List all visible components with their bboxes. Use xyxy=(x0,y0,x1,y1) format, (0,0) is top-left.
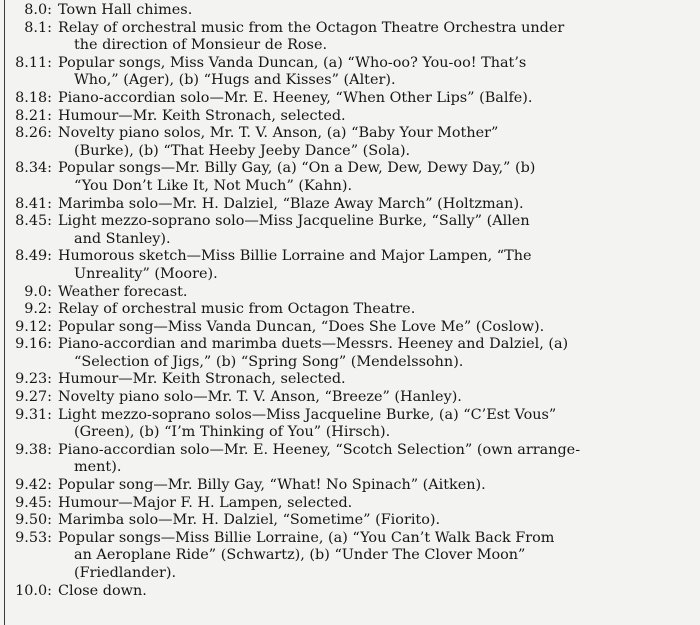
entry-time: 8.45: xyxy=(15,213,52,230)
entry-time: 9.38: xyxy=(15,441,52,458)
program-entry xyxy=(6,442,694,477)
entry-line: Popular song—Mr. Billy Gay, “What! No Spinach” (Aitken). xyxy=(58,477,486,494)
entry-continuation-line: an Aeroplane Ride” (Schwartz), (b) “Under The Clover Moon” xyxy=(74,547,526,564)
entry-description xyxy=(58,389,694,407)
entry-time: 9.53: xyxy=(15,529,52,546)
entry-time: 8.1: xyxy=(24,19,52,36)
entry-description xyxy=(58,512,694,530)
entry-line: Marimba solo—Mr. H. Dalziel, “Sometime” (Fiorito). xyxy=(58,512,441,529)
entry-description xyxy=(58,284,694,302)
entry-description xyxy=(58,213,694,248)
entry-description xyxy=(58,90,694,108)
entry-description xyxy=(58,442,694,477)
entry-description xyxy=(58,477,694,495)
entry-continuation-line: Unreality” (Moore). xyxy=(74,265,218,282)
entry-time: 9.42: xyxy=(15,477,52,494)
entry-description xyxy=(58,196,694,214)
entry-time: 8.34: xyxy=(15,160,52,177)
program-entry xyxy=(6,108,694,126)
entry-description xyxy=(58,319,694,337)
entry-line: Relay of orchestral music from the Octagon Theatre Orchestra under xyxy=(58,19,565,36)
entry-continuation-line: and Stanley). xyxy=(74,230,171,247)
entry-line: Town Hall chimes. xyxy=(58,2,193,18)
entry-time: 9.50: xyxy=(15,512,52,529)
program-entry xyxy=(6,371,694,389)
entry-time: 8.18: xyxy=(15,89,52,106)
entry-time: 9.12: xyxy=(15,318,52,335)
entry-continuation-line: (Burke), (b) “That Heeby Jeeby Dance” (Sola). xyxy=(74,142,411,159)
entry-description xyxy=(58,495,694,513)
entry-description xyxy=(58,583,694,601)
entry-continuation-line: ment). xyxy=(74,459,122,476)
entry-description xyxy=(58,301,694,319)
program-entry xyxy=(6,125,694,160)
entry-line: Marimba solo—Mr. H. Dalziel, “Blaze Away March” (Holtzman). xyxy=(58,195,524,212)
entry-description xyxy=(58,371,694,389)
entry-line: Humour—Mr. Keith Stronach, selected. xyxy=(58,107,346,124)
program-entry xyxy=(6,583,694,601)
entry-line: Popular songs—Miss Billie Lorraine, (a) “You Can’t Walk Back From xyxy=(58,529,555,546)
entry-description xyxy=(58,125,694,160)
entry-line: Piano-accordian solo—Mr. E. Heeney, “When Other Lips” (Balfe). xyxy=(58,89,533,106)
program-entry xyxy=(6,530,694,583)
entry-time: 8.11: xyxy=(15,54,52,71)
program-entry xyxy=(6,160,694,195)
entry-continuation-line: “Selection of Jigs,” (b) “Spring Song” (Mendelssohn). xyxy=(74,353,464,370)
program-entry xyxy=(6,319,694,337)
entry-line: Light mezzo-soprano solo—Miss Jacqueline Burke, “Sally” (Allen xyxy=(58,213,530,230)
entry-time: 8.0: xyxy=(24,2,52,18)
entry-continuation-line: (Friedlander). xyxy=(74,565,177,581)
entry-line: Humour—Mr. Keith Stronach, selected. xyxy=(58,371,346,388)
entry-line: Piano-accordian and marimba duets—Messrs. Heeney and Dalziel, (a) xyxy=(58,336,569,353)
entry-description xyxy=(58,160,694,195)
program-entry xyxy=(6,284,694,302)
entry-line: Popular songs, Miss Vanda Duncan, (a) “Who-oo? You-oo! That’s xyxy=(58,54,527,71)
entry-time: 9.27: xyxy=(15,389,52,406)
entry-time: 9.2: xyxy=(24,301,52,318)
entry-time: 8.41: xyxy=(15,195,52,212)
program-entry xyxy=(6,407,694,442)
program-entry xyxy=(6,2,694,20)
entry-line: Novelty piano solo—Mr. T. V. Anson, “Breeze” (Hanley). xyxy=(58,389,462,406)
entry-time: 8.49: xyxy=(15,248,52,265)
entry-description xyxy=(58,530,694,583)
entry-line: Humour—Major F. H. Lampen, selected. xyxy=(58,494,353,511)
entry-line: Light mezzo-soprano solos—Miss Jacqueline Burke, (a) “C’Est Vous” xyxy=(58,406,557,423)
entry-time: 9.45: xyxy=(15,494,52,511)
entry-time: 9.23: xyxy=(15,371,52,388)
entry-time: 9.0: xyxy=(24,283,52,300)
program-entry xyxy=(6,477,694,495)
program-entry xyxy=(6,213,694,248)
entry-line: Relay of orchestral music from Octagon Theatre. xyxy=(58,301,416,318)
entry-continuation-line: Who,” (Ager), (b) “Hugs and Kisses” (Alter). xyxy=(74,72,396,89)
entry-description xyxy=(58,248,694,283)
entry-continuation-line: the direction of Monsieur de Rose. xyxy=(74,37,328,54)
entry-line: Popular songs—Mr. Billy Gay, (a) “On a Dew, Dew, Dewy Day,” (b) xyxy=(58,160,536,177)
program-entry xyxy=(6,301,694,319)
entry-description xyxy=(58,2,694,20)
entry-description xyxy=(58,336,694,371)
program-entry xyxy=(6,336,694,371)
program-entry xyxy=(6,248,694,283)
entry-continuation-line: “You Don’t Like It, Not Much” (Kahn). xyxy=(74,177,353,194)
program-entries xyxy=(6,2,694,600)
entry-line: Novelty piano solos, Mr. T. V. Anson, (a) “Baby Your Mother” xyxy=(58,125,499,142)
entry-time: 8.26: xyxy=(15,125,52,142)
entry-description xyxy=(58,20,694,55)
entry-description xyxy=(58,108,694,126)
program-entry xyxy=(6,55,694,90)
program-entry xyxy=(6,389,694,407)
entry-line: Piano-accordian solo—Mr. E. Heeney, “Scotch Selection” (own arrange- xyxy=(58,441,581,458)
program-entry xyxy=(6,495,694,513)
program-entry xyxy=(6,196,694,214)
entry-time: 9.31: xyxy=(15,406,52,423)
entry-time: 8.21: xyxy=(15,107,52,124)
entry-continuation-line: (Green), (b) “I’m Thinking of You” (Hirsch). xyxy=(74,424,391,441)
entry-line: Humorous sketch—Miss Billie Lorraine and Major Lampen, “The xyxy=(58,248,532,265)
program-entry xyxy=(6,512,694,530)
program-entry xyxy=(6,20,694,55)
entry-line: Popular song—Miss Vanda Duncan, “Does She Love Me” (Coslow). xyxy=(58,318,545,335)
left-column-rule xyxy=(4,0,5,625)
entry-line: Close down. xyxy=(58,582,147,599)
entry-description xyxy=(58,407,694,442)
entry-time: 10.0: xyxy=(15,582,52,599)
entry-description xyxy=(58,55,694,90)
program-entry xyxy=(6,90,694,108)
entry-time: 9.16: xyxy=(15,336,52,353)
entry-line: Weather forecast. xyxy=(58,283,188,300)
